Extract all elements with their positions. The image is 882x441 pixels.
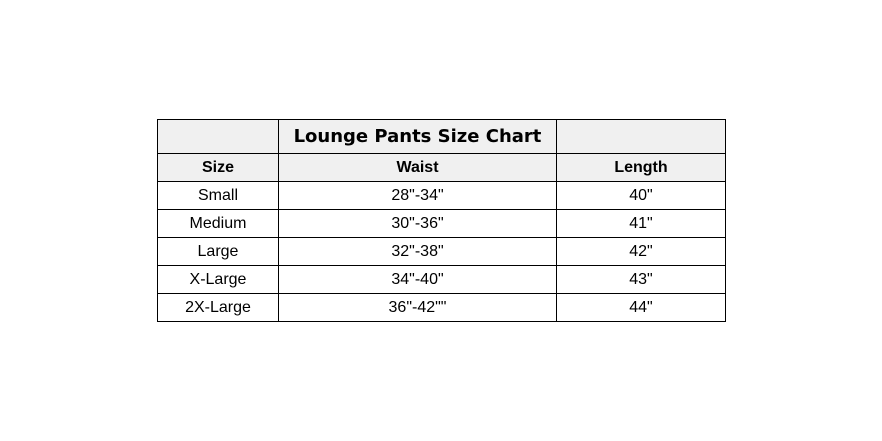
- waist-cell: 32"-38": [279, 238, 557, 266]
- size-chart-table: [157, 119, 726, 322]
- waist-cell: 36"-42"": [279, 294, 557, 322]
- header-row: [158, 154, 726, 182]
- length-cell: 42": [557, 238, 726, 266]
- table-row: [158, 294, 726, 322]
- waist-cell: 34"-40": [279, 266, 557, 294]
- size-cell: Large: [158, 238, 279, 266]
- title-empty-cell-left: [158, 120, 279, 154]
- header-waist: Waist: [279, 154, 557, 182]
- length-cell: 44": [557, 294, 726, 322]
- size-cell: X-Large: [158, 266, 279, 294]
- waist-cell: 28"-34": [279, 182, 557, 210]
- title-row: [158, 120, 726, 154]
- table-row: [158, 266, 726, 294]
- waist-cell: 30"-36": [279, 210, 557, 238]
- table-row: [158, 238, 726, 266]
- length-cell: 43": [557, 266, 726, 294]
- length-cell: 40": [557, 182, 726, 210]
- header-size: Size: [158, 154, 279, 182]
- table-row: [158, 182, 726, 210]
- size-cell: 2X-Large: [158, 294, 279, 322]
- size-cell: Small: [158, 182, 279, 210]
- size-cell: Medium: [158, 210, 279, 238]
- header-length: Length: [557, 154, 726, 182]
- title-empty-cell-right: [557, 120, 726, 154]
- length-cell: 41": [557, 210, 726, 238]
- table-title: Lounge Pants Size Chart: [279, 120, 557, 154]
- table-row: [158, 210, 726, 238]
